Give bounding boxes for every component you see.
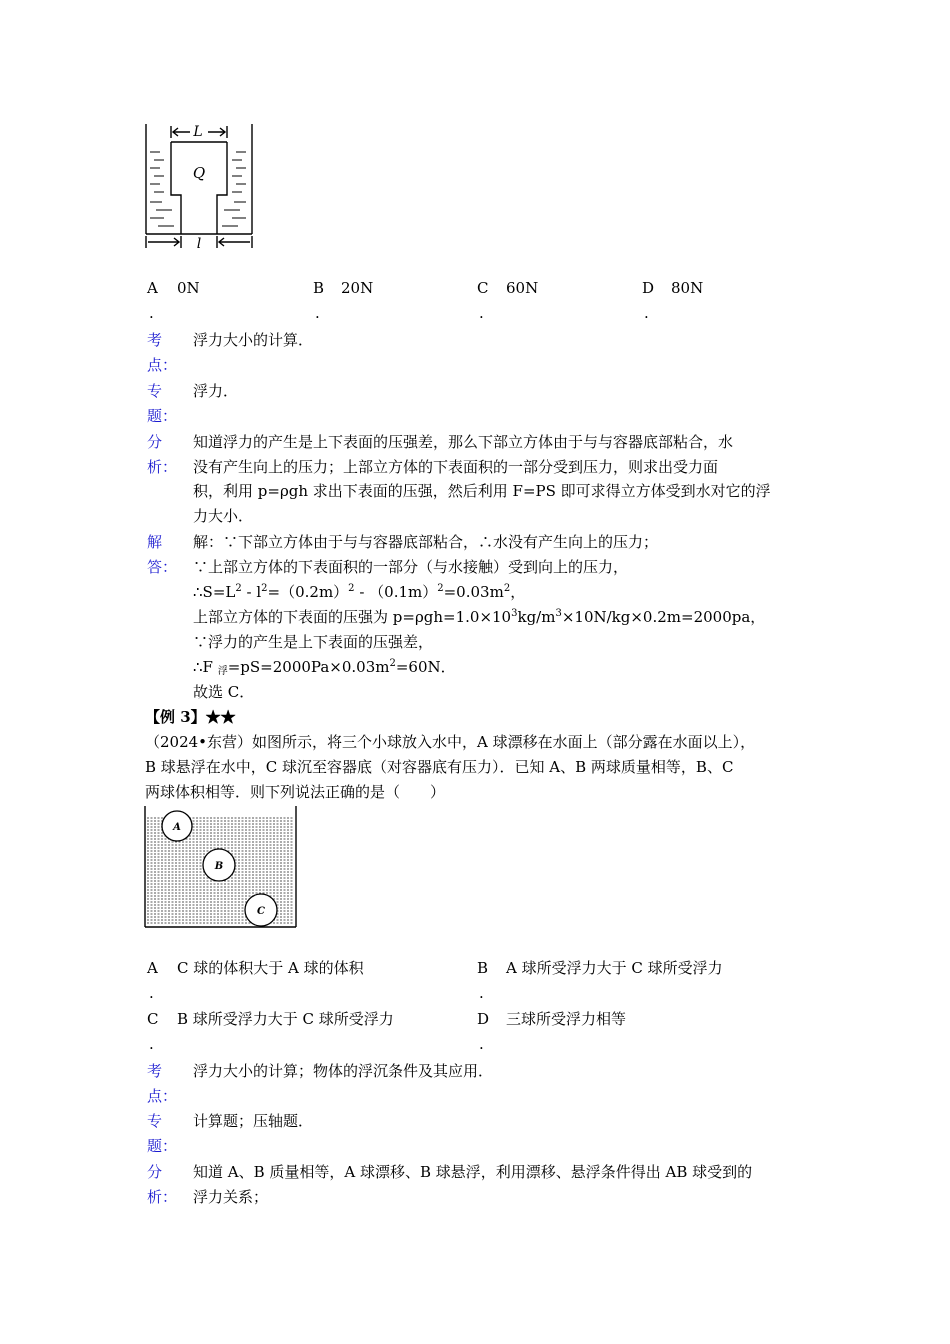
ex3-label-kaodian-1: 考 [147, 1062, 163, 1080]
jieda-line-force: ∴F 浮$=pS=2000Pa\times 0.03m^2=60N$． [193, 658, 456, 677]
ex3-option-a: A [147, 959, 158, 977]
option-dot: . [479, 1035, 484, 1053]
fenxi-line: 没有产生向上的压力；上部立方体的下表面积的一部分受到压力，则求出受力面 [193, 458, 719, 476]
jieda-line-area: $\therefore S=L^2 - l^2=(0.2m)^2 - (0.1m)^2=0.03m^2$， [193, 583, 526, 601]
kaodian-text: 浮力大小的计算． [193, 331, 314, 349]
label-fenxi-1: 分 [147, 433, 163, 451]
label-jieda-1: 解 [147, 533, 163, 551]
option-dot: . [479, 984, 484, 1002]
option-dot: . [149, 1035, 154, 1053]
option-d: D [642, 279, 655, 297]
example-3-title: 【例 3】★★ [145, 708, 236, 726]
fig1-label-Q: Q [192, 164, 206, 182]
ex3-fenxi-line: 知道 A、B 质量相等，A 球漂移、B 球悬浮，利用漂移、悬浮条件得出 AB 球受到的 [193, 1163, 753, 1181]
ex3-option-b: B [477, 959, 489, 977]
ex3-option-c: C [147, 1010, 159, 1028]
ball-c-label: C [257, 906, 265, 917]
option-c-text: 60N [506, 279, 539, 297]
label-jieda-2: 答： [147, 558, 178, 576]
label-zhuanti-1: 专 [147, 382, 163, 400]
zhuanti-text: 浮力． [193, 382, 239, 400]
ex3-option-c-text: B 球所受浮力大于 C 球所受浮力 [177, 1010, 394, 1028]
ex3-zhuanti-text: 计算题；压轴题． [193, 1112, 314, 1130]
option-dot: . [479, 304, 484, 322]
fenxi-line: 积，利用 p=ρgh 求出下表面的压强，然后利用 F=PS 即可求得立方体受到水对它的浮 [193, 482, 771, 500]
option-a-text: 0N [177, 279, 200, 297]
ex3-label-zhuanti-1: 专 [147, 1112, 163, 1130]
jieda-line: ∵上部立方体的下表面积的一部分（与水接触）受到向上的压力， [193, 558, 629, 576]
ex3-kaodian-text: 浮力大小的计算；物体的浮沉条件及其应用． [193, 1062, 494, 1080]
ball-a-label: A [173, 822, 181, 833]
ex3-label-fenxi-2: 析： [147, 1188, 178, 1206]
option-a: A [147, 279, 158, 297]
ex3-option-a-text: C 球的体积大于 A 球的体积 [177, 959, 364, 977]
option-c: C [477, 279, 489, 297]
option-b: B [313, 279, 325, 297]
ex3-label-fenxi-1: 分 [147, 1163, 163, 1181]
ex3-fenxi-line: 浮力关系； [193, 1188, 269, 1206]
option-dot: . [315, 304, 320, 322]
ex3-option-d-text: 三球所受浮力相等 [506, 1010, 627, 1028]
example-3-stem: 两球体积相等．则下列说法正确的是（ ） [145, 783, 446, 801]
fenxi-line: 力大小． [193, 507, 254, 525]
option-d-text: 80N [671, 279, 704, 297]
fig1-label-l: l [196, 236, 202, 252]
option-dot: . [644, 304, 649, 322]
label-fenxi-2: 析： [147, 458, 178, 476]
option-dot: . [149, 304, 154, 322]
example-3-stem: （2024•东营）如图所示，将三个小球放入水中，A 球漂移在水面上（部分露在水面以上）， [145, 733, 756, 751]
ex3-option-b-text: A 球所受浮力大于 C 球所受浮力 [506, 959, 723, 977]
balls-in-water-figure [144, 804, 300, 930]
jieda-line-pressure: 上部立方体的下表面的压强为 $p=\rho gh=1.0\times 10^3kg/m^3\times 10N/kg\times 0.2m=2000pa$， [193, 608, 766, 626]
option-dot: . [149, 984, 154, 1002]
label-kaodian-2: 点： [147, 356, 178, 374]
fig1-label-L: L [193, 124, 203, 140]
fenxi-line: 知道浮力的产生是上下表面的压强差，那么下部立方体由于与与容器底部粘合，水 [193, 433, 734, 451]
ex3-option-d: D [477, 1010, 490, 1028]
jieda-line: 故选 C． [193, 683, 255, 701]
label-kaodian-1: 考 [147, 331, 163, 349]
jieda-line: 解：∵下部立方体由于与与容器底部粘合，∴水没有产生向上的压力； [193, 533, 659, 551]
container-block-figure [140, 122, 260, 254]
ex3-label-kaodian-2: 点： [147, 1087, 178, 1105]
ball-b-label: B [214, 861, 224, 872]
ex3-label-zhuanti-2: 题： [147, 1137, 178, 1155]
example-3-stem: B 球悬浮在水中，C 球沉至容器底（对容器底有压力）．已知 A、B 两球质量相等，B、C [145, 758, 734, 776]
jieda-line: ∵浮力的产生是上下表面的压强差， [193, 633, 434, 651]
label-zhuanti-2: 题： [147, 407, 178, 425]
option-b-text: 20N [341, 279, 374, 297]
